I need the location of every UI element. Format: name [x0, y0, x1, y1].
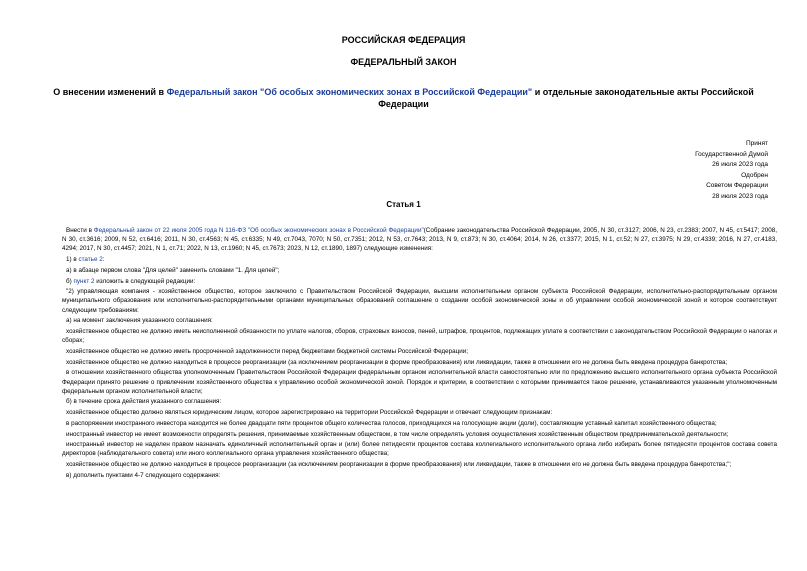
p1-suffix: : — [102, 256, 105, 264]
paragraph: хозяйственное общество не должно иметь неисполненной обязанности по уплате налогов, сборов, страховых взносов, пеней, штрафов, процентов, подлежащих уплате в соответствии с законодательством Российской Федерации о налогах и сборах; — [62, 328, 777, 345]
approved-by: Советом Федерации — [706, 182, 768, 189]
article-heading: Статья 1 — [386, 200, 421, 209]
country-heading: РОССИЙСКАЯ ФЕДЕРАЦИЯ — [341, 35, 466, 45]
paragraph — [62, 255, 777, 264]
intro-suffix: (Собрание законодательства Российской Федерации, 2005, N 30, ст.3127; 2006, N 23, ст.2383; 2007, N 45, ст.5417; 2008, N 30, ст.3616; 2009, N 52, ст.6416; 2011, N 30, ст.4563; N 45, ст.6335; N 49, ст.7043, 7070; N 50, ст.7351; 2012, N 53, ст.7643; 2013, N 9, ст.873; N 30, ст.4064; 2014, N 26, ст.3377; 2015, N 1, ст.52; N 27, ст.3975; N 29, ст.4339; 2016, N 27, ст.4183, 4294; 2017, N 30, ст.4457; 2021, N 1, ст.71; 2022, N 13, ст.1960; N 45, ст.7673; 2023, N 12, ст.1890, 1897) следующие изменения: — [62, 227, 777, 253]
law-title — [40, 86, 767, 110]
article-body — [62, 226, 777, 482]
intro-prefix: Внести в — [66, 227, 94, 234]
approved-date: 28 июля 2023 года — [712, 192, 768, 200]
paragraph: хозяйственное общество должно являться юридическим лицом, которое зарегистрировано на территории Российской Федерации и отвечает следующим признакам: — [66, 409, 553, 417]
title-law-link[interactable]: Федеральный закон "Об особых экономических зонах в Российской Федерации" — [166, 87, 533, 97]
paragraph: хозяйственное общество не должно находиться в процессе реорганизации (за исключением реорганизации в форме преобразования) или ликвидации, также в отношении его не должна быть введена процедура банкротства; — [66, 358, 728, 366]
intro-law-link[interactable]: Федеральный закон от 22 июля 2005 года N 116-ФЗ "Об особых экономических зонах в Российской Федерации" — [93, 227, 424, 234]
paragraph: иностранный инвестор не наделен правом назначать единоличный исполнительный орган и (или) более пятидесяти процентов состава коллегиального исполнительного органа либо избирать более пятидесяти процентов состава совета директоров (наблюдательного совета) или иного коллегиального органа управления хозяйственного общества; — [62, 441, 777, 458]
paragraph: хозяйственное общество не должно иметь просроченной задолженности перед бюджетами бюджетной системы Российской Федерации; — [66, 347, 469, 355]
law-type-heading: ФЕДЕРАЛЬНЫЙ ЗАКОН — [350, 57, 457, 67]
title-prefix: О внесении изменений в — [53, 87, 167, 97]
p3-prefix: б) — [66, 277, 74, 285]
paragraph: а) на момент заключения указанного соглашения: — [66, 317, 213, 325]
p3-suffix: изложить в следующей редакции: — [94, 277, 196, 285]
adoption-block — [568, 139, 768, 202]
article-2-link[interactable]: статье 2 — [78, 256, 103, 264]
paragraph — [62, 277, 777, 286]
point-2-link[interactable]: пункт 2 — [73, 277, 95, 285]
p1-prefix: 1) в — [66, 256, 79, 264]
adopted-by: Государственной Думой — [695, 150, 768, 158]
paragraph: "2) управляющая компания - хозяйственное общество, которое заключило с Правительством Российской Федерации, высшим исполнительным органом субъекта Российской Федерации, исполнительно-распорядительным органом муниципального образования или исполнительно-распорядительными органами муниципальных образований соглашение о создании особой экономической зоны и об управлении особой экономической зоной и которое соответствует следующим требованиям: — [62, 288, 777, 314]
paragraph: иностранный инвестор не имеет возможности определять решения, принимаемые хозяйственным обществом, в том числе определять условия осуществления хозяйственным обществом предпринимательской деятельности; — [66, 430, 729, 438]
approved-label: Одобрен — [741, 171, 768, 179]
title-suffix: и отдельные законодательные акты Российской Федерации — [378, 87, 754, 109]
paragraph: в распоряжении иностранного инвестора находится не более двадцати пяти процентов общего количества голосов, приходящихся на голосующие акции (доли), составляющие уставный капитал хозяйственного общества; — [66, 419, 717, 427]
adopted-date: 26 июля 2023 года — [712, 161, 768, 168]
paragraph: в) дополнить пунктами 4-7 следующего содержания: — [66, 471, 221, 479]
intro-paragraph — [62, 226, 777, 254]
adopted-label: Принят — [745, 140, 768, 147]
paragraph: в отношении хозяйственного общества уполномоченным Правительством Российской Федерации федеральным органом исполнительной власти самостоятельно или по предложению высшего исполнительного органа субъекта Российской Федерации принято решение о привлечении хозяйственного общества к управлению особой экономической зоной. Порядок и критерии, в соответствии с которыми принимается такое решение, устанавливаются указанным уполномоченным федеральным органом исполнительной власти; — [62, 369, 777, 395]
paragraph: хозяйственное общество не должно находиться в процессе реорганизации (за исключением реорганизации в форме преобразования) или ликвидации, также в отношении его не должна быть введена процедура банкротства;"; — [66, 461, 732, 469]
paragraph: б) в течение срока действия указанного соглашения: — [66, 398, 222, 406]
paragraph: а) в абзаце первом слова "Для целей" заменить словами "1. Для целей"; — [66, 266, 280, 274]
